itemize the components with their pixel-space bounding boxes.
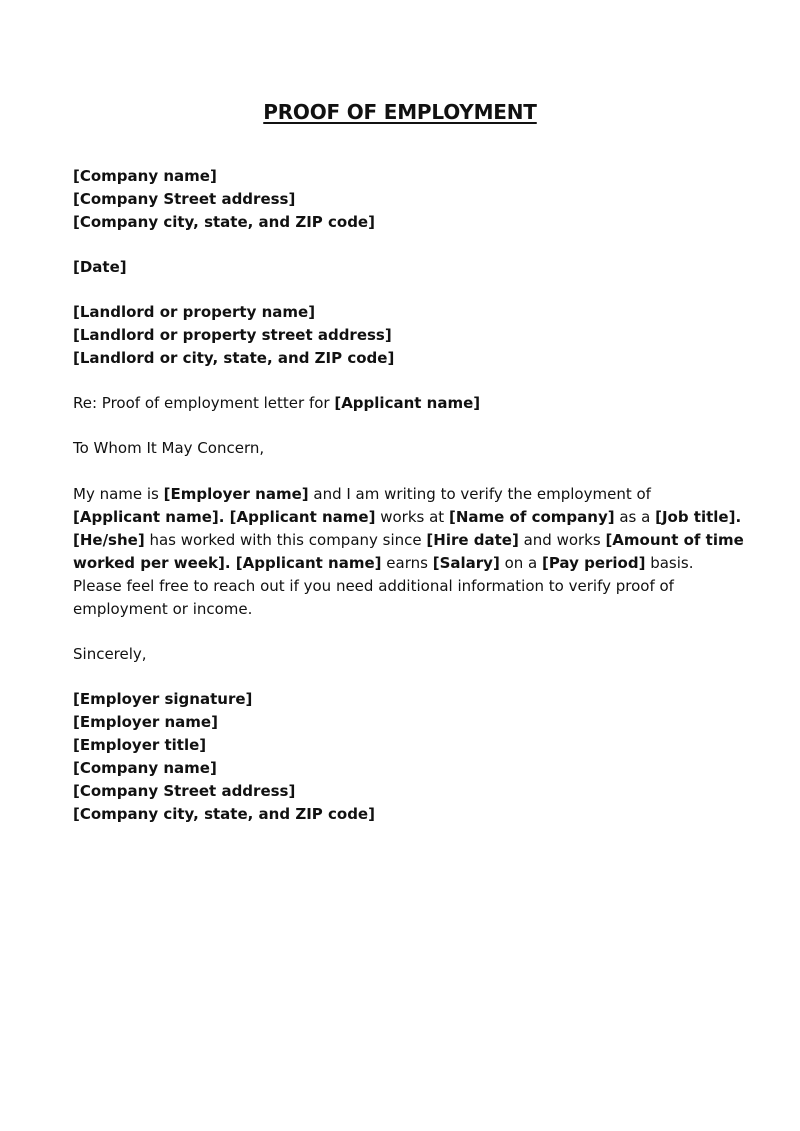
- closing-text: Sincerely,: [73, 645, 147, 663]
- document-title-text: PROOF OF EMPLOYMENT: [263, 100, 537, 124]
- body-text: as a: [614, 508, 656, 526]
- salutation: [73, 437, 733, 460]
- signature-company-name: [Company name]: [73, 759, 217, 777]
- body-line-2: [73, 506, 742, 529]
- letter-date: [Date]: [73, 258, 127, 276]
- placeholder-applicant-name: [Applicant name]. [Applicant name]: [73, 508, 376, 526]
- employer-name: [Employer name]: [73, 713, 218, 731]
- recipient-city-state-zip: [Landlord or city, state, and ZIP code]: [73, 349, 395, 367]
- sender-city-state-zip: [Company city, state, and ZIP code]: [73, 213, 375, 231]
- placeholder-company-name: [Name of company]: [448, 508, 615, 526]
- signature-block: [73, 688, 733, 826]
- body-line-5: Please feel free to reach out if you need additional information to verify proof of: [73, 577, 674, 595]
- body-text: earns: [381, 554, 433, 572]
- body-line-4: [73, 552, 733, 575]
- document-title: [0, 98, 800, 126]
- body-text: has worked with this company since: [144, 531, 427, 549]
- placeholder-employer-name: [Employer name]: [163, 485, 309, 503]
- body-text: works at: [375, 508, 449, 526]
- salutation-text: To Whom It May Concern,: [73, 439, 265, 457]
- placeholder-time-worked: [Amount of time: [605, 531, 744, 549]
- placeholder-pronoun: [He/she]: [73, 531, 145, 549]
- recipient-address-block: [73, 301, 733, 370]
- body-text: and works: [518, 531, 606, 549]
- employer-signature: [Employer signature]: [73, 690, 253, 708]
- signature-street-address: [Company Street address]: [73, 782, 296, 800]
- sender-address-block: [73, 165, 733, 234]
- placeholder-hire-date: [Hire date]: [426, 531, 519, 549]
- placeholder-salary: [Salary]: [432, 554, 500, 572]
- body-text: My name is: [73, 485, 164, 503]
- body-line-6: employment or income.: [73, 600, 253, 618]
- closing: [73, 643, 733, 666]
- employer-title: [Employer title]: [73, 736, 207, 754]
- subject-line: [73, 392, 733, 415]
- body-text: on a: [499, 554, 542, 572]
- recipient-name: [Landlord or property name]: [73, 303, 316, 321]
- sender-street-address: [Company Street address]: [73, 190, 296, 208]
- sender-company-name: [Company name]: [73, 167, 217, 185]
- placeholder-job-title: [Job title].: [655, 508, 742, 526]
- body-line-1: [73, 483, 733, 506]
- letter-body: [73, 483, 744, 621]
- body-line-3: [73, 529, 744, 552]
- subject-prefix: Re: Proof of employment letter for: [73, 394, 335, 412]
- body-text: and I am writing to verify the employment of: [308, 485, 651, 503]
- placeholder-time-worked-cont: worked per week]. [Applicant name]: [73, 554, 382, 572]
- body-text: basis.: [645, 554, 694, 572]
- placeholder-pay-period: [Pay period]: [541, 554, 646, 572]
- signature-city-state-zip: [Company city, state, and ZIP code]: [73, 805, 375, 823]
- date-block: [73, 256, 733, 279]
- subject-applicant-name: [Applicant name]: [334, 394, 481, 412]
- subject-line-text: [73, 392, 733, 415]
- recipient-street-address: [Landlord or property street address]: [73, 326, 392, 344]
